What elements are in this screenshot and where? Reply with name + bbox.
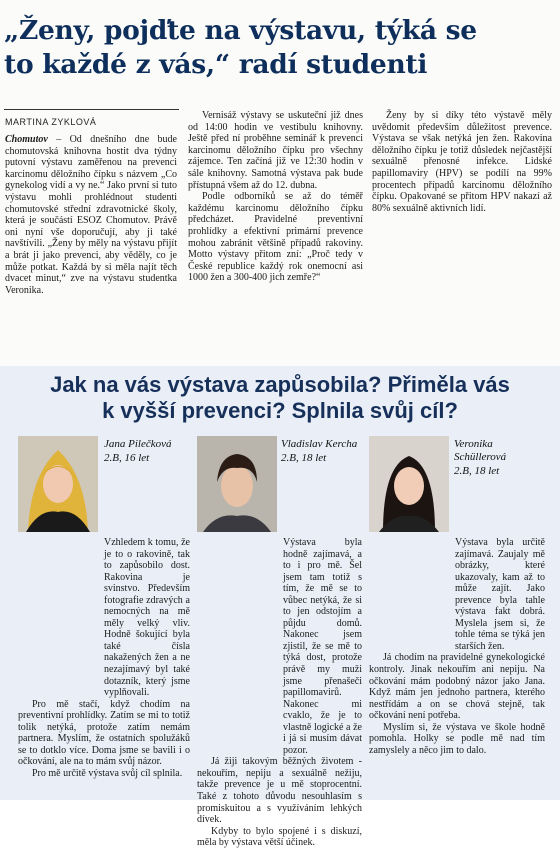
article-column-3 [372,110,552,214]
person-class-age: 2.B, 18 let [281,452,327,464]
article-column-1 [5,134,177,296]
person-caption-vladislav [281,438,361,465]
answer-vladislav [197,537,362,849]
answer-paragraph: Pro mě stačí, když chodím na preventivní prohlídky. Zatím se mi to totiž tolik netýká, protože zatím nemám partnera. Myslím, že ostatních spolužáků se to dotklo více. Doma jsme se bavili i o očkování, ale na to mám svůj názor. [18,698,190,768]
answer-paragraph: Já žiji takovým běžných životem - nekouřím, nepiju a sexuálně nežiju, takže prevence je u mě stoprocentní. Také z tohoto důvodu nesouhlasím s promiskuitou a s využíváním lehkých dívek. [197,756,362,826]
person-name: Vladislav Kercha [281,438,358,450]
article-paragraph-2: Vernisáž výstavy se uskuteční již dnes od 14:00 hodin ve vestibulu knihovny. Ještě před ní proběhne seminář k prevenci karcinomu děložního čípku pro všechny zájemce. Ten začíná již ve 12:30 hodin v sále knihovny. Samotná výstava pak bude přístupná všem až do 12. dubna. [188,110,363,191]
answer-paragraph: Myslím si, že výstava ve škole hodně pomohla. Holky se podle mě nad tím zamyslely a něco jim to dalo. [369,721,545,756]
portrait-jana-illustration [18,436,98,532]
person-class-age: 2.B, 18 let [454,465,500,477]
article-paragraph-4: Ženy by si díky této výstavě měly uvědomit především důležitost prevence. Výstava se však netýká jen žen. Rakovina děložního čípku je totiž důsledek nejčastější sexuálně přenosné infekce. Lidské papillomaviry (HPV) se podílí na 99% procentech případů karcinomu děložního čípku. Opakované se přitom HPV nakazí až 80% sexuálně aktivních lidí. [372,110,552,214]
headline [4,14,556,82]
answer-jana [18,537,190,779]
portrait-photo-vladislav [197,436,277,532]
headline-line-1: „Ženy, pojďte na výstavu, týká se [4,15,477,46]
answer-paragraph: Vzhledem k tomu, že je to o rakovině, tak to zapůsobilo dost. Rakovina je svinstvo. Především fotografie zdravých a nemocných na mě měly velký vliv. Hodně šokující byla také čísla nakažených žen a ne nezajímavý byl také dotazník, který jsme vyplňovali. [104,537,190,699]
article-paragraph-3: Podle odborníků se až do téměř každému karcinomu děložního čípku předcházet. Pravidelné preventivní prohlídky a efektivní primární prevence mohou zabránit většině případů rakoviny. Motto výstavy přitom zní: „Proč tedy v České republice každý rok onemocní asi 1000 žen a 300-400 jich zemře?“ [188,191,363,284]
answer-paragraph: Kdyby to bylo spojené i s diskuzí, měla by výstava větší účinek. [197,825,362,849]
byline-rule [4,109,179,110]
answer-paragraph: Já chodím na pravidelné gynekologické kontroly. Jinak nekouřím ani nepiju. Na očkování mám podobný názor jako Jana. Když mám jen jednoho partnera, kterého nestřídám a on se chová stejně, tak očkování není potřeba. [369,652,545,722]
answer-paragraph: Výstava byla určitě zajímavá. Zaujaly mě obrázky, které ukazovaly, kam až to může zajít. Jako prevence byla tahle výstava fakt dobrá. Myslela jsem si, že tohle téma se týká jen starších žen. [455,537,545,652]
person-class-age: 2.B, 16 let [104,452,150,464]
survey-question [10,372,550,424]
article-paragraph-1: – Od dnešního dne bude chomutovská knihovna hostit dva týdny putovní výstavu zaměřenou na prevenci karcinomu děložního čípku s názvem „Co gynekolog vidí a vy ne.“ Jako první si tuto výstavu mohli prohlédnout studenti chomutovské střední zdravotnické školy, která je součástí ESOZ Chomutov. Právě oni nyní vše doporučují, aby ji také navštívili. „Ženy by měly na výstavu přijít a brát ji jako prevenci, aby věděly, co je může potkat. Každá by si měla najít těch dvacet minut,“ zve na výstavu studentka Veronika. [5,134,177,296]
dateline: Chomutov [5,134,48,145]
headline-line-2: to každé z vás,“ radí studenti [4,49,428,80]
answer-paragraph: Výstava byla hodně zajímavá, a to i pro mě. Šel jsem tam totiž s tím, že mě se to vůbec netýká, že si to jen odstojím a půjdu domů. Nakonec jsem zjistil, že se mě to týká dost, protože právě my muži jsme přenašeči papillomavirů. Nakonec mi cvaklo, že je to vlastně logické a že i já si musím dávat pozor. [283,537,362,756]
person-name: Veronika Schüllerová [454,438,507,463]
survey-question-line-2: k vyšší prevenci? Splnila svůj cíl? [102,398,458,423]
portrait-veronika-illustration [369,436,449,532]
article-column-2 [188,110,363,284]
person-caption-veronika [454,438,546,478]
portrait-photo-jana [18,436,98,532]
person-caption-jana [104,438,182,465]
answer-paragraph: Pro mě určitě výstava svůj cíl splnila. [32,767,183,779]
portrait-vladislav-illustration [197,436,277,532]
article-lead [5,134,177,296]
answer-veronika [369,537,545,756]
author-byline: MARTINA ZYKLOVÁ [5,117,97,127]
survey-question-line-1: Jak na vás výstava zapůsobila? Přiměla vás [50,372,510,397]
person-name: Jana Pilečková [104,438,172,450]
portrait-photo-veronika [369,436,449,532]
